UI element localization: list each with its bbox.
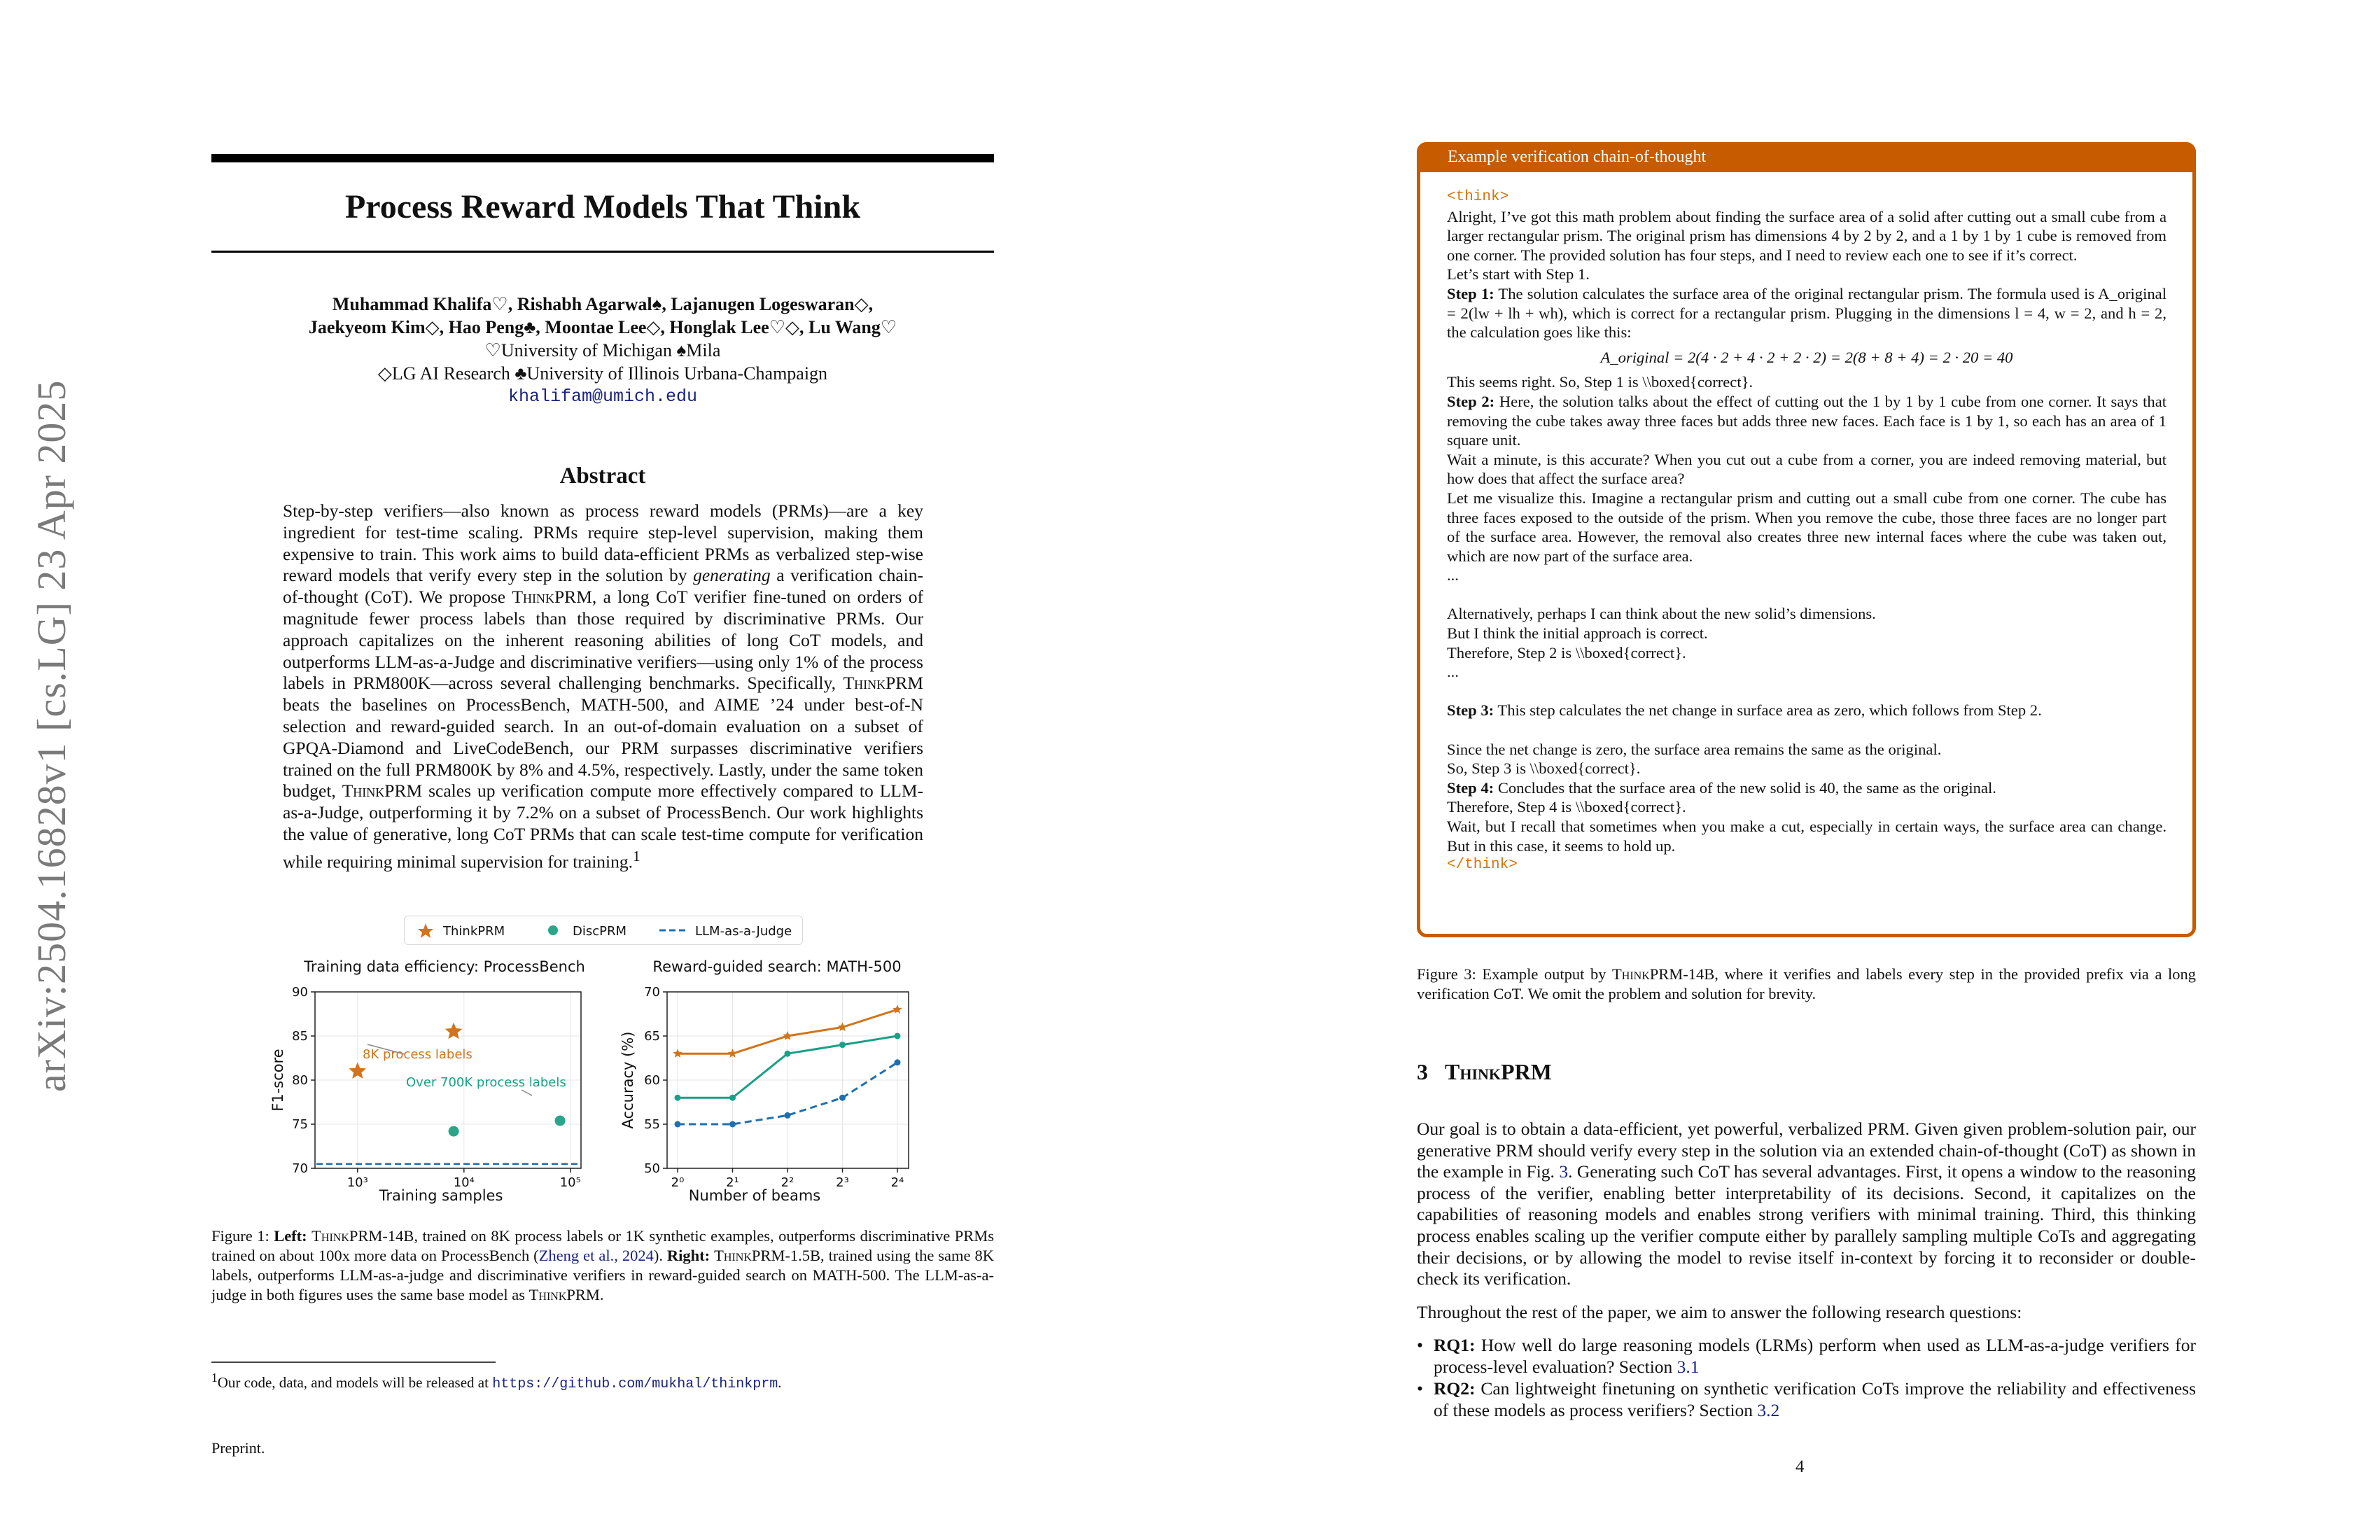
affiliation-line-2: ◇LG AI Research ♣University of Illinois Urbana-Champaign <box>377 363 828 384</box>
figure-1-caption: Figure 1: Left: ThinkPRM-14B, trained on 8K process labels or 1K synthetic examples, outperforms discriminative PRMs trained on about 100x more data on ProcessBench (Zheng et al., 2024). Right: ThinkPRM-1.5B, trained using the same 8K labels, outperforms LLM-as-a-judge and discriminative verifiers in reward-guided search on MATH-500. The LLM-as-a-judge in both figures uses the same base model as ThinkPRM. <box>211 1227 995 1303</box>
footnote-rule <box>211 1362 496 1363</box>
chart-right-llm-judge-point <box>785 1112 791 1119</box>
legend-label-llm-judge: LLM-as-a-Judge <box>695 924 792 939</box>
footnote: $^1$Our code, data, and models will be released at https://github.com/mukhal/thinkprm. <box>211 1371 782 1392</box>
authors-line-2: Jaekyeom Kim◇, Hao Peng♣, Moontae Lee◇, Honglak Lee♡◇, Lu Wang♡ <box>308 317 897 337</box>
think-open-tag: <think> <box>1447 189 1509 205</box>
section-paragraph-1: Our goal is to obtain a data-efficient, yet powerful, verbalized PRM. Given given problem-solution pair, our generative PRM should verify every step in the solution via an extended chain-of-thought (CoT) as shown in the example in Fig. 3. Generating such CoT has several advantages. First, it opens a window to the reasoning process of the verifier, enabling better interpretability of its decisions. Second, it capitalizes on the capabilities of reasoning models and enables strong verifiers with minimal training. Third, this thinking process enables scaling up the verifier compute either by parallely sampling multiple CoTs and aggregating their decisions, or by allowing the model to revise itself in-context by forcing it to reconsider or double-check its verification. <box>1417 1119 2196 1289</box>
chart-right-discprm-point <box>895 1033 901 1040</box>
chart-right-discprm-point <box>729 1095 736 1101</box>
chart-left-annotation-700k: Over 700K process labels <box>406 1075 566 1090</box>
chart-left-ylabel: F1-score <box>270 1049 286 1112</box>
chart-right-xlabel: Number of beams <box>688 1187 821 1204</box>
chart-reward-guided-search <box>609 952 931 1211</box>
figure-3-caption: Figure 3: Example output by ThinkPRM-14B, where it verifies and labels every step in the provided prefix via a long verification CoT. We omit the problem and solution for brevity. <box>1417 965 2197 1002</box>
repo-link[interactable]: https://github.com/mukhal/thinkprm <box>492 1376 778 1392</box>
chart-left-ytick-label: 75 <box>292 1117 308 1132</box>
research-question-2: • RQ2: Can lightweight finetuning on synthetic verification CoTs improve the reliability and effectiveness of these models as process verifiers? Section 3.2 <box>1417 1378 2197 1420</box>
author-email-link[interactable]: khalifam@umich.edu <box>507 386 698 407</box>
chart-right-title: Reward-guided search: MATH-500 <box>652 958 902 975</box>
chart-left-title: Training data efficiency: ProcessBench <box>304 958 585 975</box>
arxiv-stamp: arXiv:2504.16828v1 [cs.LG] 23 Apr 2025 <box>29 379 74 1092</box>
chart-right-llm-judge-point <box>895 1059 901 1065</box>
chart-right-xtick-label: 2³ <box>836 1175 849 1190</box>
chart-left-xtick-label: 10⁴ <box>453 1175 475 1190</box>
authors-line-1: Muhammad Khalifa♡, Rishabh Agarwal♠, Lajanugen Logeswaran◇, <box>332 294 874 314</box>
chart-right-discprm-point <box>839 1042 846 1048</box>
section-ref-link[interactable]: 3.1 <box>1676 1356 1700 1377</box>
title-rule-bottom <box>211 251 994 253</box>
verification-box-body: <think> Alright, I’ve got this math problem about finding the surface area of a solid after cutting out a small cube from a larger rectangular prism. The original prism has dimensions 4 by 2 by 2, and a 1 by 1 by 1 cube is removed from one corner. The provided solution has four steps, and I need to review each one to see if it’s correct. Let’s start with Step 1. Step 1: The solution calculates the surface area of the original rectangular prism. The formula used is A_original = 2(lw + lh + wh), which is correct for a rectangular prism. Plugging in the dimensions l = 4, w = 2, and h = 2, the calculation goes like this: A_original = 2(4 · 2 + 4 · 2 + 2 · 2) = 2(8 + 8 + 4) = 2 · 20 = 40 This seems right. So, Step 1 is \\boxed{correct}. Step 2: Here, the solution talks about the effect of cutting out the 1 by 1 by 1 cube from one corner. It says that removing the cube takes away three faces but adds three new faces. Each face is 1 by 1, so each has an area of 1 square unit. Wait a minute, is this accurate? When you cut out a cube from a corner, you are indeed removing material, but how does that affect the surface area? Let me visualize this. Imagine a rectangular prism and cutting out a small cube from one corner. The cube has three faces exposed to the outside of the prism. When you remove the cube, those three faces are no longer part of the surface area. However, the removal also creates three new internal faces where the cube was taken out, which are now part of the surface area. ... Alternatively, perhaps I can think about the new solid’s dimensions. But I think the initial approach is correct. Therefore, Step 2 is \\boxed{correct}. ... Step 3: This step calculates the net change in surface area as zero, which follows from Step 2. Since the net change is zero, the surface area remains the same as the original. So, Step 3 is \\boxed{correct}. Step 4: Concludes that the surface area of the new solid is 40, the same as the original. Therefore, Step 4 is \\boxed{correct}. Wait, but I recall that sometimes when you make a cut, especially in certain ways, the surface area can change. But in this case, it seems to hold up. </think> <box>1447 188 2166 875</box>
chart-right-ytick-label: 65 <box>644 1029 660 1044</box>
chart-left-annotation-700k-pointer <box>522 1090 532 1096</box>
chart-left-ytick-label: 85 <box>292 1029 308 1044</box>
chart-right-xtick-label: 2⁴ <box>890 1175 904 1190</box>
thinkprm-name: ThinkPRM <box>512 587 592 608</box>
legend-thinkprm-star-icon <box>418 923 433 938</box>
paper-title: Process Reward Models That Think <box>344 188 861 225</box>
surface-area-equation: A_original = 2(4 · 2 + 4 · 2 + 2 · 2) = 2(8 + 8 + 4) = 2 · 20 = 40 <box>1600 348 2013 366</box>
affiliation-line-1: ♡University of Michigan ♠Mila <box>484 340 721 360</box>
chart-left-discprm-point <box>555 1115 566 1126</box>
legend-label-thinkprm: ThinkPRM <box>443 924 505 939</box>
section-heading: 3 ThinkPRM <box>1417 1059 1552 1084</box>
section-ref-link[interactable]: 3.2 <box>1757 1399 1780 1420</box>
preprint-note: Preprint. <box>211 1439 265 1457</box>
chart-right-llm-judge-point <box>839 1095 846 1101</box>
chart-left-xlabel: Training samples <box>379 1187 503 1204</box>
thinkprm-name: ThinkPRM <box>843 673 923 694</box>
abstract-body: Step-by-step verifiers—also known as process reward models (PRMs)—are a key ingredient for test-time scaling. PRMs require step-level supervision, making them expensive to train. This work aims to build data-efficient PRMs as verbalized step-wise reward models that verify every step in the solution by generating a verification chain-of-thought (CoT). We propose ThinkPRM, a long CoT verifier fine-tuned on orders of magnitude fewer process labels than those required by discriminative PRMs. Our approach capitalizes on the inherent reasoning abilities of long CoT models, and outperforms LLM-as-a-Judge and discriminative verifiers—using only 1% of the process labels in PRM800K—across several challenging benchmarks. Specifically, ThinkPRM beats the baselines on ProcessBench, MATH-500, and AIME ’24 under best-of-N selection and reward-guided search. In an out-of-domain evaluation on a subset of GPQA-Diamond and LiveCodeBench, our PRM surpasses discriminative verifiers trained on the full PRM800K by 8% and 4.5%, respectively. Lastly, under the same token budget, ThinkPRM scales up verification compute more effectively compared to LLM-as-a-Judge, outperforming it by 7.2% on a subset of ProcessBench. Our work highlights the value of generative, long CoT PRMs that can scale test-time compute for verification while requiring minimal supervision for training.$^1$ <box>283 500 924 872</box>
chart-right-xtick-label: 2¹ <box>726 1175 739 1190</box>
chart-right-discprm-point <box>675 1095 681 1101</box>
chart-right-ylabel: Accuracy (%) <box>620 1031 636 1129</box>
figure-ref-link[interactable]: 3 <box>1559 1161 1569 1182</box>
citation-link[interactable]: Zheng et al., 2024 <box>538 1247 654 1264</box>
legend-label-discprm: DiscPRM <box>573 924 627 939</box>
page-number: 4 <box>1795 1457 1805 1476</box>
chart-right-llm-judge-point <box>675 1121 681 1128</box>
chart-right-ytick-label: 60 <box>644 1073 660 1088</box>
section-paragraph-2: Throughout the rest of the paper, we aim to answer the following research questions: <box>1417 1302 2022 1322</box>
title-rule-top <box>211 154 994 162</box>
chart-left-discprm-point <box>449 1126 459 1137</box>
thinkprm-name: ThinkPRM <box>342 780 423 802</box>
abstract-heading: Abstract <box>559 463 646 489</box>
chart-training-efficiency <box>266 952 588 1211</box>
chart-right-llm-judge-point <box>729 1121 736 1128</box>
chart-right-discprm-point <box>785 1051 791 1057</box>
chart-left-annotation-8k: 8K process labels <box>363 1047 472 1062</box>
chart-right-ytick-label: 50 <box>644 1161 660 1176</box>
chart-right-xtick-label: 2⁰ <box>671 1175 685 1190</box>
chart-left-ytick-label: 90 <box>292 985 308 1000</box>
chart-right-ytick-label: 70 <box>644 985 660 1000</box>
research-question-1: • RQ1: How well do large reasoning models (LRMs) perform when used as LLM-as-a-judge verifiers for process-level evaluation? Section 3.1 <box>1417 1335 2197 1377</box>
legend-discprm-dot-icon <box>548 925 558 935</box>
verification-box-title: Example verification chain-of-thought <box>1417 142 2196 172</box>
chart-left-ytick-label: 70 <box>292 1161 308 1176</box>
think-close-tag: </think> <box>1447 857 1518 874</box>
chart-right-ytick-label: 55 <box>644 1117 660 1132</box>
chart-left-thinkprm-point <box>445 1023 463 1040</box>
chart-left-xtick-label: 10³ <box>346 1175 368 1190</box>
chart-left-xtick-label: 10⁵ <box>559 1175 581 1190</box>
footnote-marker: 1 <box>633 847 640 864</box>
chart-left-ytick-label: 80 <box>292 1073 308 1088</box>
chart-right-xtick-label: 2² <box>780 1175 794 1190</box>
chart-legend <box>404 916 803 945</box>
